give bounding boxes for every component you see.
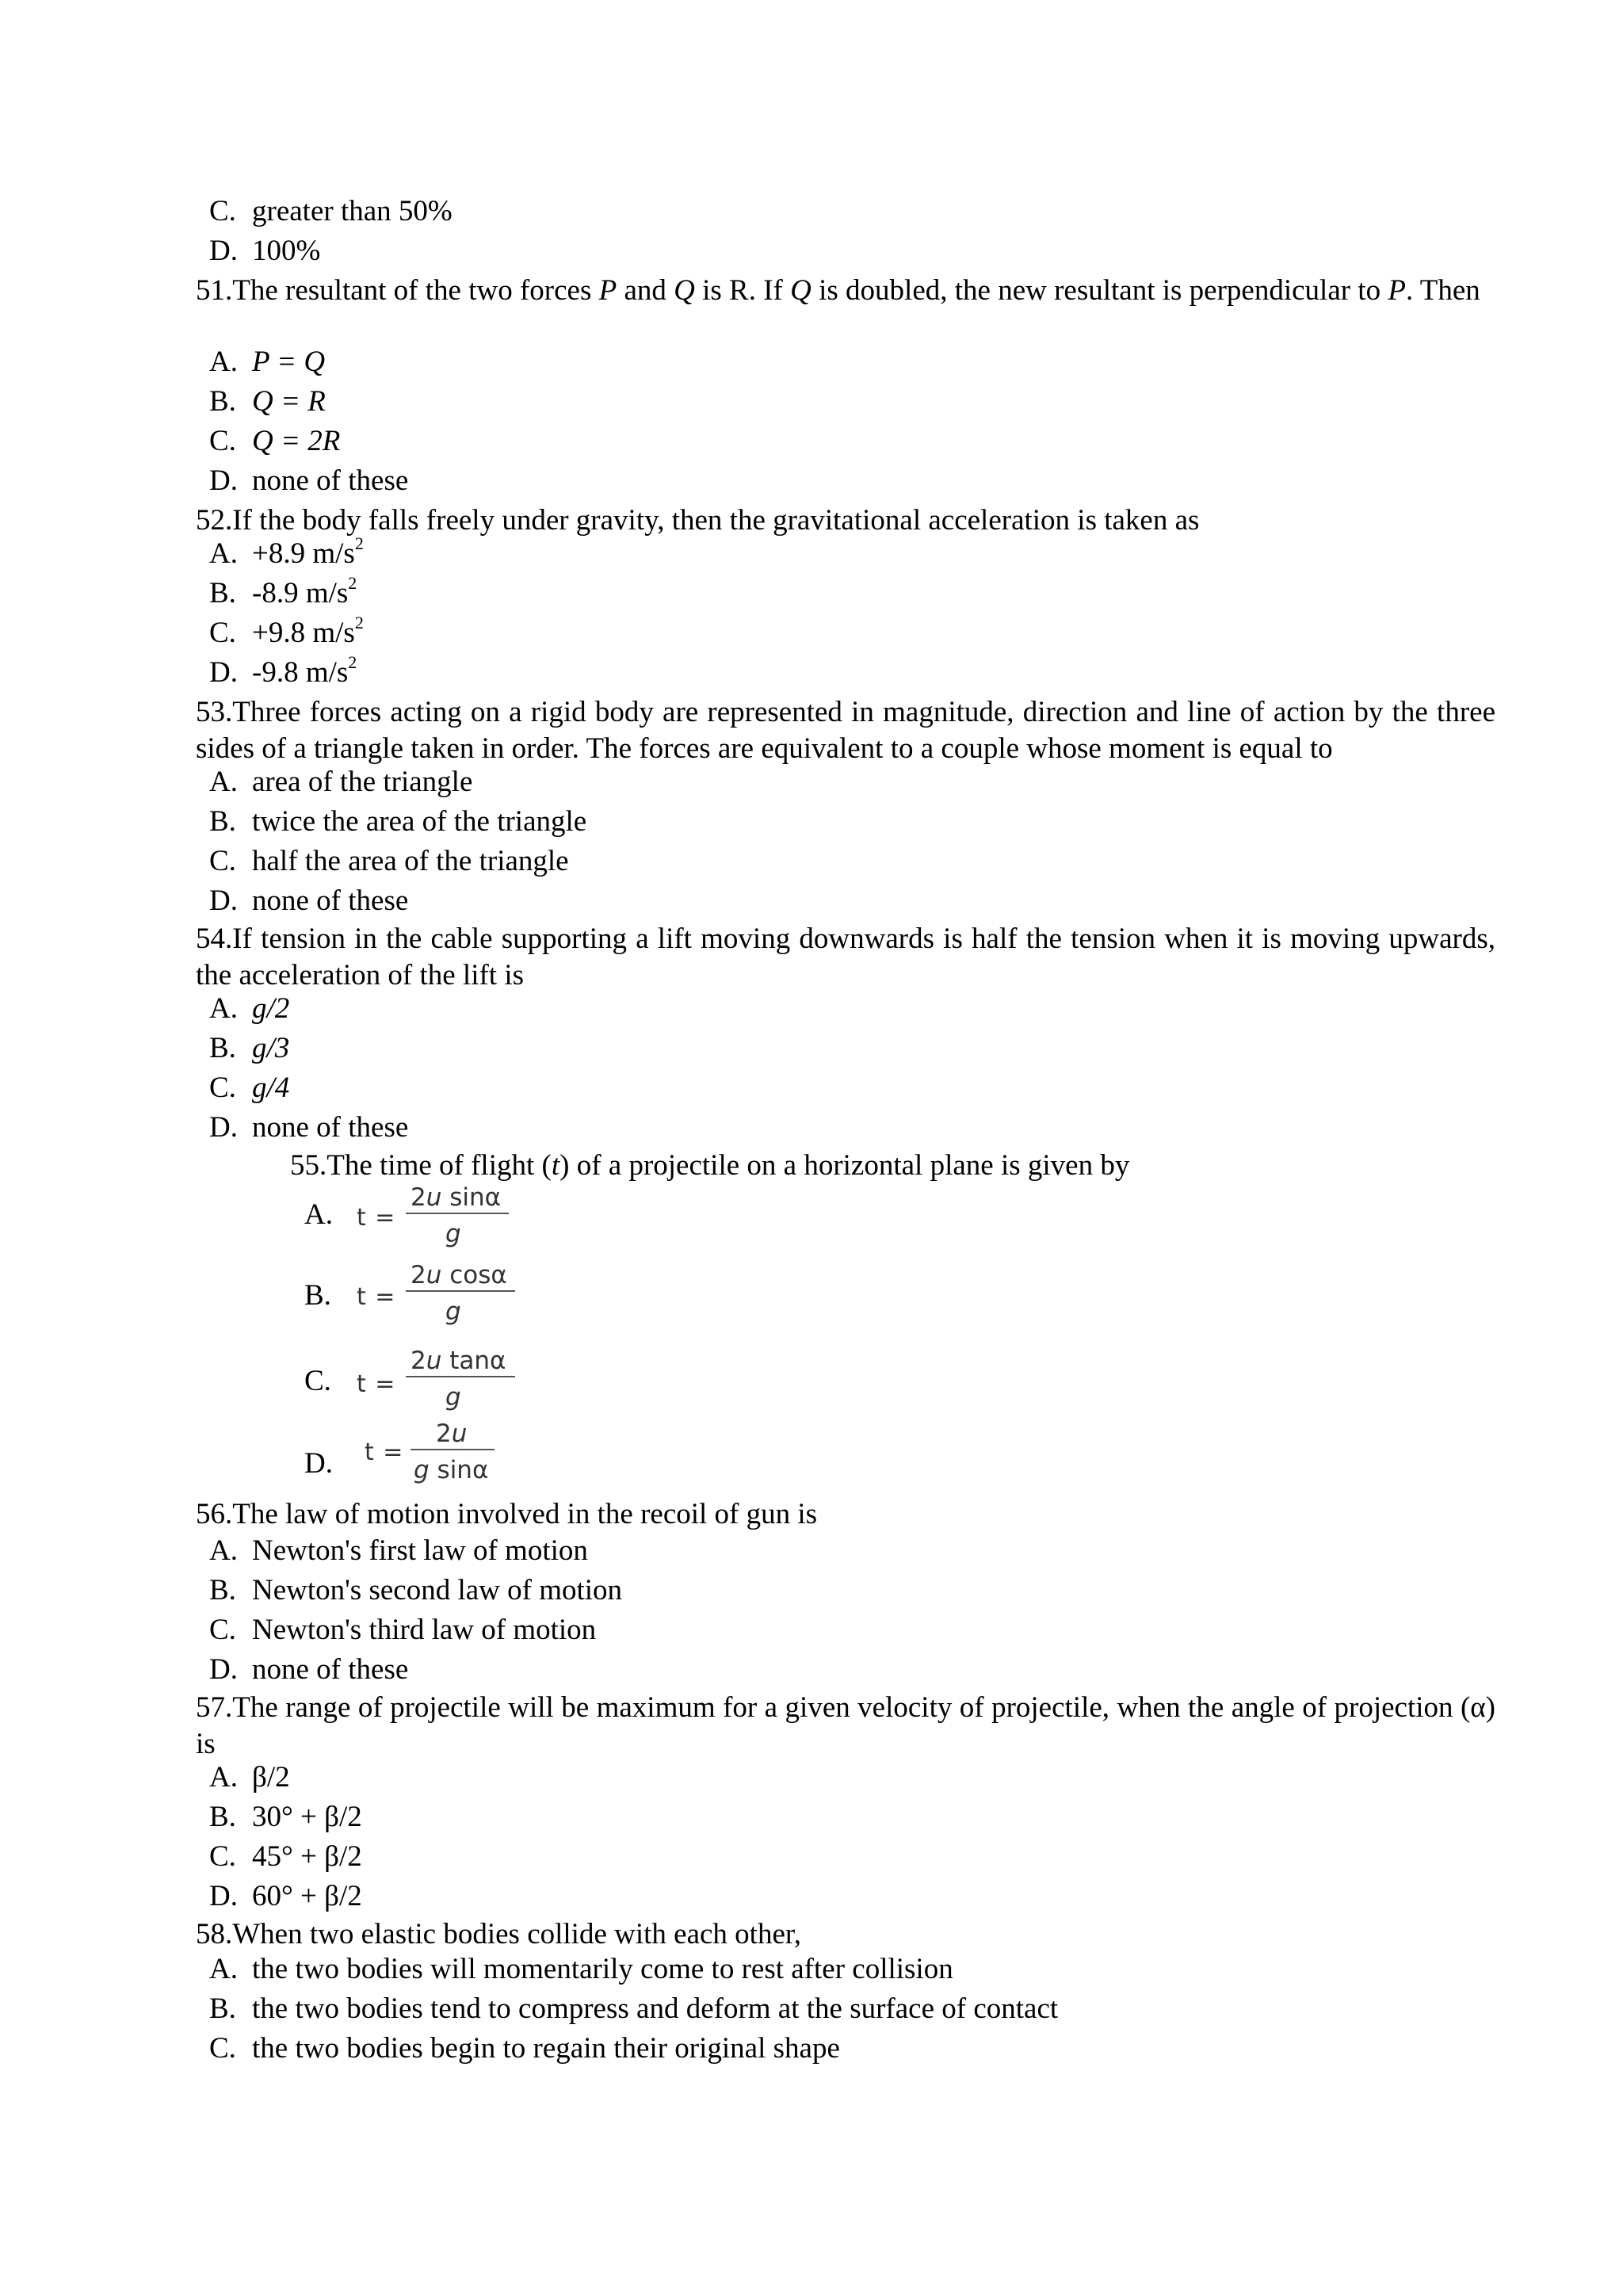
option-b-q58: B. the two bodies tend to compress and deform at the surface of contact <box>209 1992 1059 2025</box>
option-b-q56: B. Newton's second law of motion <box>209 1574 623 1606</box>
option-d-q57: D. 60° + β/2 <box>209 1880 362 1912</box>
question-52: 52.If the body falls freely under gravity, then the gravitational acceleration is taken as <box>196 504 1200 537</box>
option-a-q57: A. β/2 <box>209 1761 290 1794</box>
option-d-q50: D. 100% <box>209 235 321 267</box>
option-c-q50: C. greater than 50% <box>209 195 453 227</box>
question-51: 51.The resultant of the two forces P and Q is R. If Q is doubled, the new resultant is perpendicular to P. Then <box>196 274 1480 307</box>
option-b-q51: B. Q = R <box>209 385 326 418</box>
question-53: 53.Three forces acting on a rigid body are represented in magnitude, direction and line of action by the three sides of a triangle taken in order. The forces are equivalent to a couple whose moment is equal to <box>196 696 1495 765</box>
option-c-q51: C. Q = 2R <box>209 425 341 457</box>
option-a-q52: A. +8.9 $m/s^2$ <box>209 533 364 570</box>
option-d-q51: D. none of these <box>209 464 409 497</box>
option-a-q56: A. Newton's first law of motion <box>209 1534 588 1567</box>
option-a-q55: A. t = 2u sinα g <box>295 1181 533 1252</box>
option-d-q56: D. none of these <box>209 1653 409 1686</box>
option-b-q57: B. 30° + β/2 <box>209 1801 362 1833</box>
option-b-q54: B. g/3 <box>209 1032 290 1064</box>
option-b-q55: B. t = 2u cosα g <box>295 1259 533 1330</box>
option-c-q52: C. +9.8 $m/s^2$ <box>209 612 364 649</box>
option-a-q51: A. P = Q <box>209 346 326 378</box>
option-a-q58: A. the two bodies will momentarily come to rest after collision <box>209 1953 953 1985</box>
option-a-q53: A. area of the triangle <box>209 766 473 798</box>
question-57: 57.The range of projectile will be maximum for a given velocity of projectile, when the angle of projection (α) is <box>196 1691 1495 1760</box>
option-a-q54: A. g/2 <box>209 992 290 1025</box>
option-d-q52: D. -9.8 $m/s^2$ <box>209 651 357 689</box>
option-c-q53: C. half the area of the triangle <box>209 845 569 877</box>
question-58: 58.When two elastic bodies collide with each other, <box>196 1918 801 1950</box>
option-d-q55: D. t = 2u g sinα <box>295 1419 533 1490</box>
option-b-q52: B. -8.9 $m/s^2$ <box>209 572 357 609</box>
option-c-q58: C. the two bodies begin to regain their original shape <box>209 2032 840 2065</box>
option-c-q56: C. Newton's third law of motion <box>209 1614 597 1646</box>
option-c-q55: C. t = 2u tanα g <box>295 1344 533 1415</box>
option-d-q54: D. none of these <box>209 1111 409 1144</box>
option-c-q54: C. g/4 <box>209 1072 290 1104</box>
option-c-q57: C. 45° + β/2 <box>209 1840 362 1873</box>
question-54: 54.If tension in the cable supporting a lift moving downwards is half the tension when it is moving upwards, the acceleration of the lift is <box>196 923 1495 991</box>
formula-options-q55 <box>295 1181 533 1498</box>
option-d-q53: D. none of these <box>209 884 409 917</box>
question-56: 56.The law of motion involved in the recoil of gun is <box>196 1498 818 1530</box>
question-55: 55.The time of flight (t) of a projectile on a horizontal plane is given by <box>290 1149 1130 1182</box>
option-b-q53: B. twice the area of the triangle <box>209 805 587 838</box>
